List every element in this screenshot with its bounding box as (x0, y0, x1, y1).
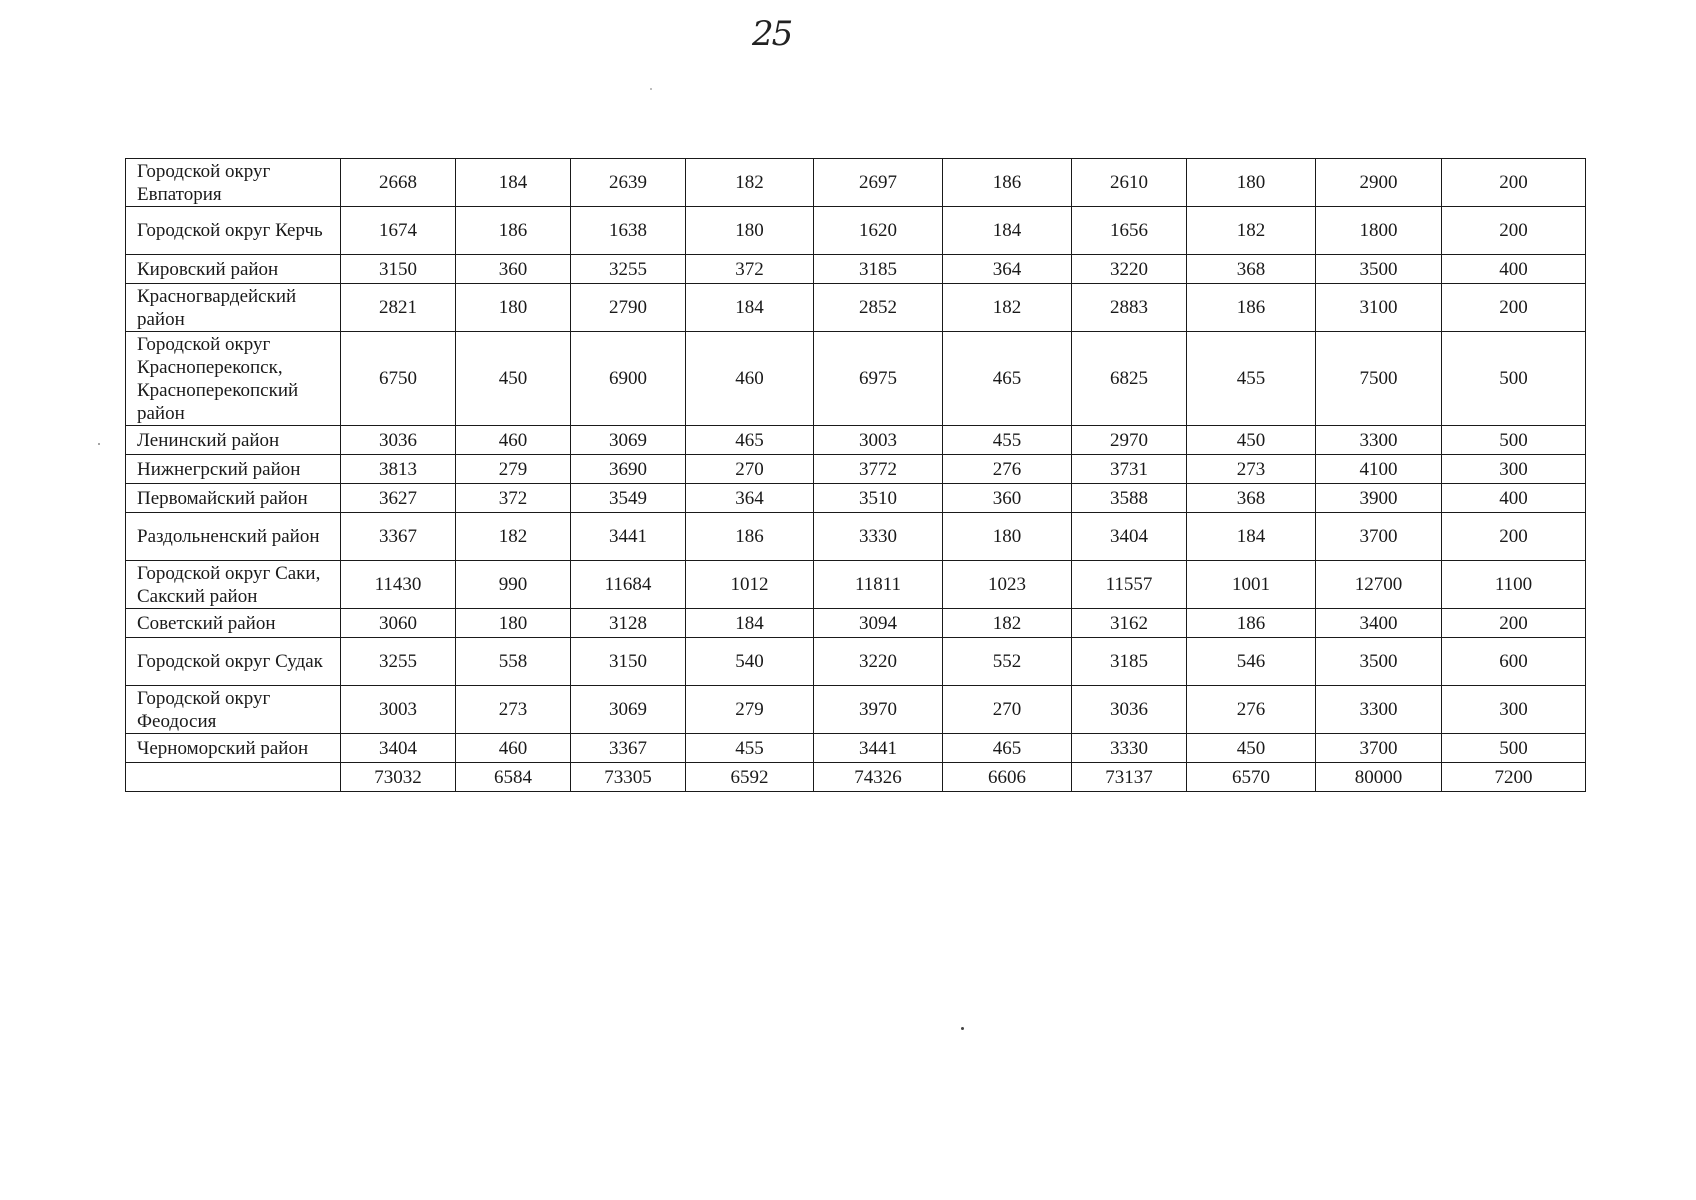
table-cell: 460 (686, 332, 814, 426)
table-cell: 500 (1442, 332, 1586, 426)
row-label: Городской округ Керчь (126, 207, 341, 255)
table-cell: 184 (943, 207, 1072, 255)
table-cell: 3300 (1316, 686, 1442, 734)
table-cell: 11430 (341, 561, 456, 609)
table-row (126, 159, 1586, 207)
table-cell: 2790 (571, 284, 686, 332)
row-label: Городской округ Феодосия (126, 686, 341, 734)
table-cell: 3500 (1316, 638, 1442, 686)
table-cell: 74326 (814, 763, 943, 792)
table-cell: 1638 (571, 207, 686, 255)
table-row (126, 207, 1586, 255)
table-cell: 465 (943, 734, 1072, 763)
table-cell: 3094 (814, 609, 943, 638)
table-cell: 3330 (814, 513, 943, 561)
table-cell: 3100 (1316, 284, 1442, 332)
table-cell: 200 (1442, 284, 1586, 332)
table-cell: 3690 (571, 455, 686, 484)
table-cell: 184 (686, 284, 814, 332)
table-cell: 465 (686, 426, 814, 455)
table-cell: 3069 (571, 686, 686, 734)
table-cell: 372 (686, 255, 814, 284)
table-row (126, 734, 1586, 763)
table-cell: 1620 (814, 207, 943, 255)
table-cell: 2900 (1316, 159, 1442, 207)
table-cell: 4100 (1316, 455, 1442, 484)
table-cell: 3367 (341, 513, 456, 561)
table-cell: 180 (456, 284, 571, 332)
table-cell: 3731 (1072, 455, 1187, 484)
table-cell: 200 (1442, 513, 1586, 561)
table-cell: 455 (1187, 332, 1316, 426)
table-cell: 1674 (341, 207, 456, 255)
table-cell: 990 (456, 561, 571, 609)
table-cell: 546 (1187, 638, 1316, 686)
table-cell: 182 (943, 609, 1072, 638)
table-cell: 6900 (571, 332, 686, 426)
table-row (126, 686, 1586, 734)
table-cell: 3128 (571, 609, 686, 638)
table-cell: 465 (943, 332, 1072, 426)
table-cell: 6570 (1187, 763, 1316, 792)
table-cell: 3003 (341, 686, 456, 734)
table-cell: 3627 (341, 484, 456, 513)
table-cell: 3150 (341, 255, 456, 284)
table-cell: 2697 (814, 159, 943, 207)
table-cell: 3400 (1316, 609, 1442, 638)
table-cell: 3813 (341, 455, 456, 484)
table-cell: 180 (686, 207, 814, 255)
table-row (126, 763, 1586, 792)
table-cell: 73305 (571, 763, 686, 792)
table-cell: 3220 (1072, 255, 1187, 284)
table-cell: 3549 (571, 484, 686, 513)
table-cell: 3500 (1316, 255, 1442, 284)
table-cell: 273 (1187, 455, 1316, 484)
table-cell: 3441 (814, 734, 943, 763)
table-cell: 73032 (341, 763, 456, 792)
row-label: Городской округ Судак (126, 638, 341, 686)
table-cell: 450 (1187, 734, 1316, 763)
table-cell: 360 (943, 484, 1072, 513)
row-label: Городской округ Саки, Сакский район (126, 561, 341, 609)
table-cell: 360 (456, 255, 571, 284)
table-cell: 7500 (1316, 332, 1442, 426)
table-cell: 3255 (571, 255, 686, 284)
table-cell: 552 (943, 638, 1072, 686)
table-cell: 2821 (341, 284, 456, 332)
table-body (126, 159, 1586, 792)
table-row (126, 513, 1586, 561)
table-cell: 200 (1442, 207, 1586, 255)
row-label: Советский район (126, 609, 341, 638)
table-cell: 3185 (814, 255, 943, 284)
table-cell: 80000 (1316, 763, 1442, 792)
table-row (126, 484, 1586, 513)
table-cell: 6825 (1072, 332, 1187, 426)
table-cell: 3162 (1072, 609, 1187, 638)
table-cell: 180 (943, 513, 1072, 561)
table-cell: 2970 (1072, 426, 1187, 455)
row-label: Городской округ Евпатория (126, 159, 341, 207)
table-cell: 186 (1187, 609, 1316, 638)
table-cell: 6584 (456, 763, 571, 792)
table-cell: 73137 (1072, 763, 1187, 792)
table-cell: 182 (1187, 207, 1316, 255)
table-cell: 3700 (1316, 734, 1442, 763)
table-cell: 1656 (1072, 207, 1187, 255)
table-cell: 186 (943, 159, 1072, 207)
table-cell: 2668 (341, 159, 456, 207)
table-cell: 450 (456, 332, 571, 426)
table-row (126, 284, 1586, 332)
table-cell: 1100 (1442, 561, 1586, 609)
table-cell: 11684 (571, 561, 686, 609)
table-cell: 500 (1442, 734, 1586, 763)
table-cell: 455 (686, 734, 814, 763)
table-cell: 3588 (1072, 484, 1187, 513)
row-label: Ленинский район (126, 426, 341, 455)
table-cell: 270 (943, 686, 1072, 734)
table-row (126, 332, 1586, 426)
table-cell: 3700 (1316, 513, 1442, 561)
scan-speck (961, 1027, 964, 1030)
table-cell: 180 (1187, 159, 1316, 207)
table-cell: 300 (1442, 455, 1586, 484)
row-label: Черноморский район (126, 734, 341, 763)
table-cell: 3185 (1072, 638, 1187, 686)
table-cell: 200 (1442, 609, 1586, 638)
row-label: Раздольненский район (126, 513, 341, 561)
table-cell: 186 (1187, 284, 1316, 332)
table-cell: 184 (686, 609, 814, 638)
table-cell: 400 (1442, 255, 1586, 284)
table-cell: 7200 (1442, 763, 1586, 792)
table-cell: 273 (456, 686, 571, 734)
table-cell: 558 (456, 638, 571, 686)
table-cell: 460 (456, 426, 571, 455)
page-number: 25 (752, 14, 792, 54)
table-cell: 6592 (686, 763, 814, 792)
table-cell: 500 (1442, 426, 1586, 455)
table-cell: 3150 (571, 638, 686, 686)
table-cell: 182 (686, 159, 814, 207)
table-row (126, 255, 1586, 284)
table-cell: 200 (1442, 159, 1586, 207)
table-cell: 180 (456, 609, 571, 638)
row-label: Городской округ Красноперекопск, Красноперекопский район (126, 332, 341, 426)
table-cell: 11811 (814, 561, 943, 609)
table-cell: 1023 (943, 561, 1072, 609)
row-label: Нижнегрский район (126, 455, 341, 484)
table-cell: 3970 (814, 686, 943, 734)
table-cell: 3255 (341, 638, 456, 686)
table-cell: 3003 (814, 426, 943, 455)
table-cell: 276 (943, 455, 1072, 484)
table-cell: 3036 (341, 426, 456, 455)
row-label: Первомайский район (126, 484, 341, 513)
table-row (126, 609, 1586, 638)
data-table (125, 158, 1586, 792)
scan-speck (650, 88, 652, 90)
table-cell: 368 (1187, 484, 1316, 513)
table-cell: 1012 (686, 561, 814, 609)
table-cell: 186 (456, 207, 571, 255)
table-cell: 3441 (571, 513, 686, 561)
table-cell: 3404 (341, 734, 456, 763)
table-cell: 3220 (814, 638, 943, 686)
table-cell: 182 (943, 284, 1072, 332)
row-label (126, 763, 341, 792)
table-cell: 3510 (814, 484, 943, 513)
table-cell: 364 (686, 484, 814, 513)
table-cell: 1800 (1316, 207, 1442, 255)
table-cell: 600 (1442, 638, 1586, 686)
scan-speck (98, 443, 100, 445)
table-cell: 300 (1442, 686, 1586, 734)
table-cell: 400 (1442, 484, 1586, 513)
table-cell: 460 (456, 734, 571, 763)
table-cell: 279 (686, 686, 814, 734)
table-row (126, 426, 1586, 455)
table-cell: 450 (1187, 426, 1316, 455)
table-cell: 2610 (1072, 159, 1187, 207)
table-cell: 3300 (1316, 426, 1442, 455)
row-label: Красногвардейский район (126, 284, 341, 332)
table-cell: 1001 (1187, 561, 1316, 609)
table-row (126, 561, 1586, 609)
table-cell: 2852 (814, 284, 943, 332)
table-cell: 2883 (1072, 284, 1187, 332)
table-cell: 186 (686, 513, 814, 561)
table-cell: 368 (1187, 255, 1316, 284)
table-cell: 182 (456, 513, 571, 561)
table-cell: 3772 (814, 455, 943, 484)
table-cell: 6606 (943, 763, 1072, 792)
table-cell: 11557 (1072, 561, 1187, 609)
table-cell: 12700 (1316, 561, 1442, 609)
table-cell: 276 (1187, 686, 1316, 734)
table-cell: 2639 (571, 159, 686, 207)
table-row (126, 638, 1586, 686)
table-cell: 184 (1187, 513, 1316, 561)
table-cell: 270 (686, 455, 814, 484)
table-cell: 3404 (1072, 513, 1187, 561)
table-cell: 3069 (571, 426, 686, 455)
row-label: Кировский район (126, 255, 341, 284)
table-cell: 279 (456, 455, 571, 484)
table-cell: 3330 (1072, 734, 1187, 763)
table-cell: 3060 (341, 609, 456, 638)
table-cell: 364 (943, 255, 1072, 284)
table-cell: 540 (686, 638, 814, 686)
table-row (126, 455, 1586, 484)
table-cell: 372 (456, 484, 571, 513)
table-cell: 3900 (1316, 484, 1442, 513)
table-cell: 3036 (1072, 686, 1187, 734)
table-cell: 6750 (341, 332, 456, 426)
table-cell: 6975 (814, 332, 943, 426)
table-cell: 455 (943, 426, 1072, 455)
table-cell: 184 (456, 159, 571, 207)
table-cell: 3367 (571, 734, 686, 763)
